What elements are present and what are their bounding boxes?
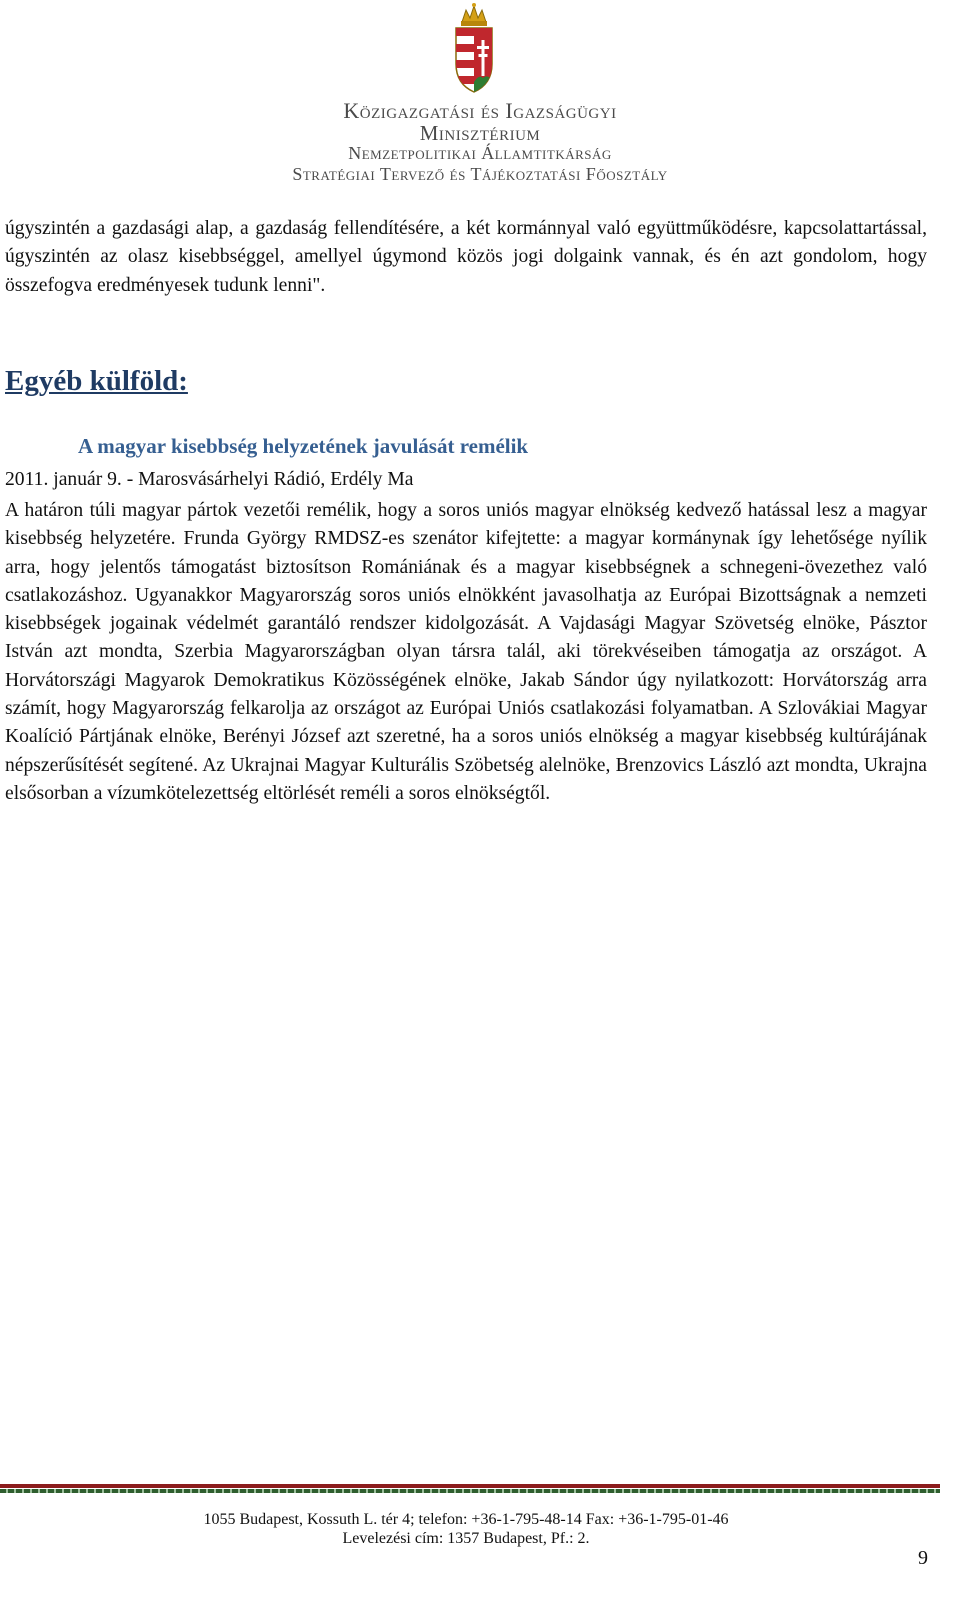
footer-mailing-address: Levelezési cím: 1357 Budapest, Pf.: 2. (342, 1530, 590, 1547)
ministry-name-line-2: Minisztérium (419, 121, 541, 145)
state-secretariat-line: Nemzetpolitikai Államtitkárság (348, 143, 612, 163)
department-line: Stratégiai Tervező és Tájékoztatási Főosztály (292, 164, 668, 184)
article-dateline: 2011. január 9. - Marosvásárhelyi Rádió, Erdély Ma (5, 469, 414, 490)
continued-paragraph: úgyszintén a gazdasági alap, a gazdaság fellendítésére, a két kormánnyal való együttműködésre, kapcsolattartással, úgyszintén az olasz kisebbséggel, amellyel úgymond közös jogi dolgaink vannak, és én azt gondolom, hogy összefogva eredményesek tudunk lenni". (5, 218, 927, 296)
ministry-name-line-1: Közigazgatási és Igazságügyi (343, 98, 617, 123)
letterhead (0, 0, 960, 190)
page-number: 9 (918, 1547, 928, 1569)
section-heading: Egyéb külföld: (5, 365, 188, 397)
footer-address: 1055 Budapest, Kossuth L. tér 4; telefon: +36-1-795-48-14 Fax: +36-1-795-01-46 (203, 1511, 729, 1528)
article-title: A magyar kisebbség helyzetének javulását remélik (78, 434, 529, 458)
article-body: A határon túli magyar pártok vezetői remélik, hogy a soros uniós magyar elnökség kedvező hatással lesz a magyar kisebbség helyzetére. Frunda György RMDSZ-es szenátor kifejtette: a magyar kormánynak így lehetősége nyílik arra, hogy jelentős támogatást biztosítson Romániának és a magyar kisebbségnek a schnegeni-övezethez való csatlakozáshoz. Ugyanakkor Magyarország soros uniós elnökként javasolhatja az Európai Bizottságnak a nemzeti kisebbségek jogainak védelmét garantáló rendszer kidolgozását. A Vajdasági Magyar Szövetség elnöke, Pásztor István azt mondta, Szerbia Magyarországban olyan társra talál, aki törekvéseiben támogatja az országot. A Horvátországi Magyarok Demokratikus Közösségének elnöke, Jakab Sándor úgy nyilatkozott: Horvátország arra számít, hogy Magyarország felkarolja az országot az Európai Uniós csatlakozási folyamatban. A Szlovákiai Magyar Koalíció Pártjának elnöke, Berényi József azt szeretné, ha a soros uniós elnökség a magyar kisebbség kultúrájának népszerűsítését segítené. Az Ukrajnai Magyar Kulturális Szöbetség alelnöke, Brenzovics László azt mondta, Ukrajna elsősorban a vízumkötelezettség eltörlését reméli a soros elnökségtől. (5, 500, 927, 804)
footer-divider (0, 1484, 940, 1494)
hungarian-coat-of-arms-icon (448, 2, 500, 94)
continued-paragraph-block (5, 215, 927, 300)
